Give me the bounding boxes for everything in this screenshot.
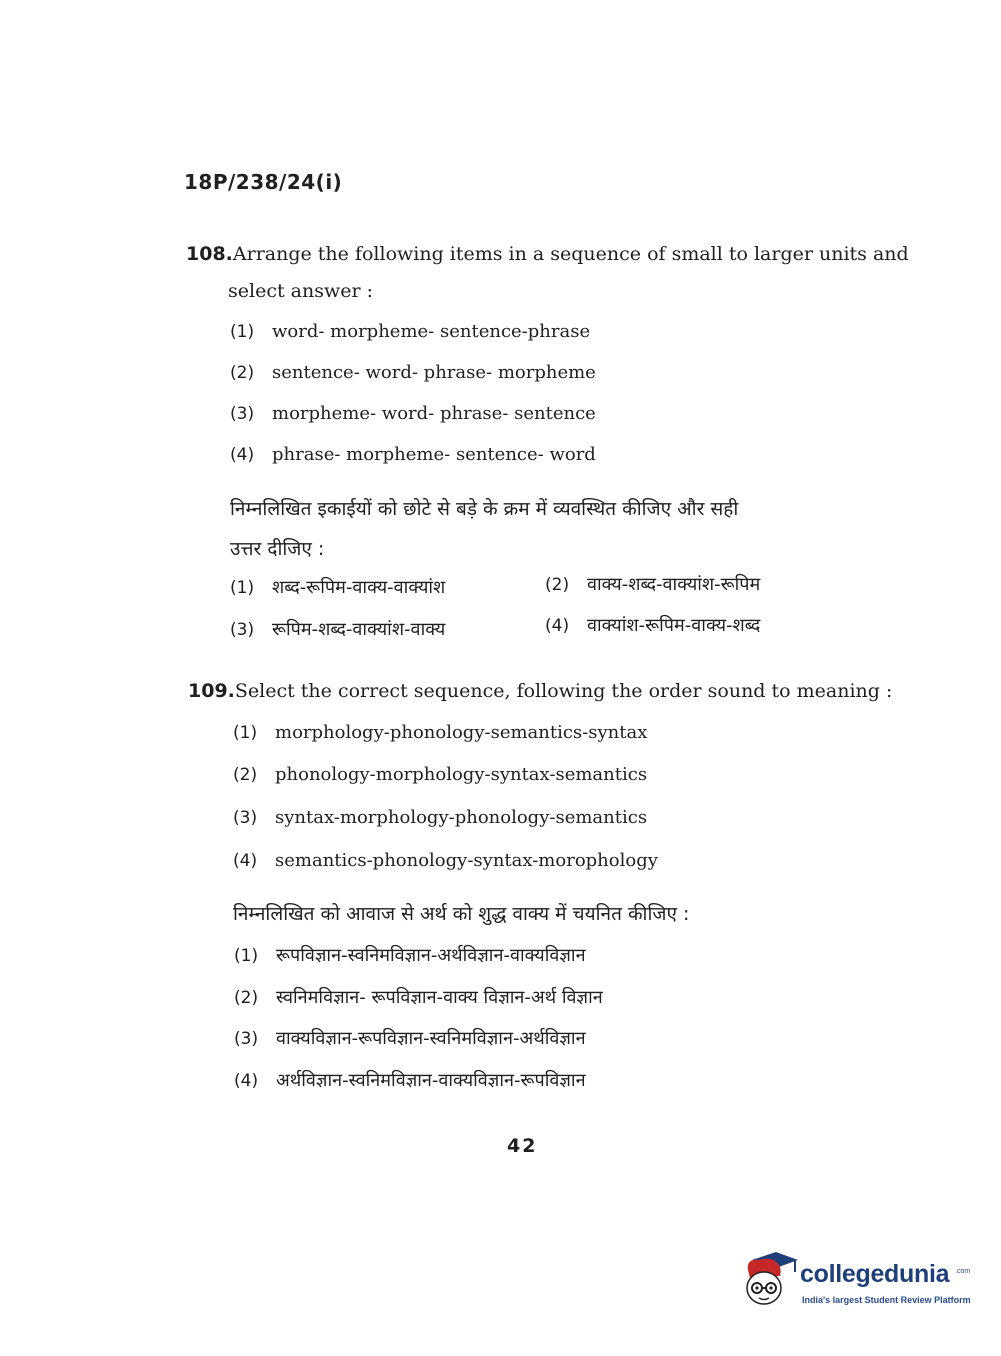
option-text: वाक्यविज्ञान-रूपविज्ञान-स्वनिमविज्ञान-अर्थविज्ञान (276, 1028, 586, 1049)
hindi-option-109-2 (234, 985, 603, 1009)
option-text: वाक्यांश-रूपिम-वाक्य-शब्द (587, 615, 761, 636)
option-text: word- morpheme- sentence-phrase (272, 321, 591, 342)
logo-wordmark: collegedunia (800, 1260, 950, 1288)
option-number: (3) (234, 1029, 259, 1049)
option-number: (4) (234, 1071, 259, 1091)
hindi-option-109-3 (234, 1026, 586, 1050)
option-number: (3) (230, 404, 255, 424)
option-text: morpheme- word- phrase- sentence (272, 403, 596, 424)
option-text: syntax-morphology-phonology-semantics (275, 807, 648, 828)
question-108-line2: select answer : (228, 280, 373, 302)
option-text: शब्द-रूपिम-वाक्य-वाक्यांश (272, 577, 446, 598)
paper-code: 18P/238/24(i) (184, 170, 343, 194)
question-number: 108. (186, 243, 233, 265)
option-number: (1) (230, 322, 255, 342)
option-number: (2) (233, 765, 258, 785)
option-text: morphology-phonology-semantics-syntax (275, 722, 648, 743)
question-109-line1 (188, 680, 892, 702)
option-number: (3) (233, 808, 258, 828)
option-109-3 (233, 807, 647, 828)
option-text: semantics-phonology-syntax-morophology (275, 850, 658, 871)
option-text: phonology-morphology-syntax-semantics (275, 764, 648, 785)
student-mascot-icon (742, 1250, 800, 1310)
hindi-option-109-1 (234, 943, 586, 967)
option-108-3 (230, 403, 596, 424)
hindi-question-108-line2: उत्तर दीजिए : (230, 538, 325, 560)
option-108-2 (230, 362, 596, 383)
option-text: sentence- word- phrase- morpheme (272, 362, 596, 383)
option-text: रूपिम-शब्द-वाक्यांश-वाक्य (272, 619, 446, 640)
option-text: अर्थविज्ञान-स्वनिमविज्ञान-वाक्यविज्ञान-रूपविज्ञान (276, 1070, 586, 1091)
question-108-line1 (186, 243, 909, 265)
option-number: (1) (230, 578, 255, 598)
logo-tagline: India's largest Student Review Platform (802, 1295, 971, 1305)
option-109-2 (233, 764, 647, 785)
option-number: (1) (233, 723, 258, 743)
question-text: Arrange the following items in a sequence of small to larger units and (232, 243, 909, 265)
page-number: 42 (507, 1135, 538, 1157)
option-number: (4) (233, 851, 258, 871)
question-number: 109. (188, 680, 235, 702)
question-text: Select the correct sequence, following the order sound to meaning : (234, 680, 893, 702)
option-number: (2) (230, 363, 255, 383)
option-109-4 (233, 850, 658, 871)
hindi-option-109-4 (234, 1068, 586, 1092)
hindi-option-108-2 (545, 572, 760, 596)
option-109-1 (233, 722, 647, 743)
option-text: वाक्य-शब्द-वाक्यांश-रूपिम (587, 574, 761, 595)
option-number: (3) (230, 620, 255, 640)
hindi-option-108-4 (545, 613, 760, 637)
option-text: स्वनिमविज्ञान- रूपविज्ञान-वाक्य विज्ञान-अर्थ विज्ञान (276, 987, 603, 1008)
option-number: (2) (545, 575, 570, 595)
logo-suffix: .com (955, 1268, 971, 1275)
option-108-4 (230, 444, 596, 465)
option-number: (2) (234, 988, 259, 1008)
hindi-option-108-3 (230, 617, 445, 641)
option-108-1 (230, 321, 590, 342)
hindi-question-108-line1: निम्नलिखित इकाईयों को छोटे से बड़े के क्रम में व्यवस्थित कीजिए और सही (230, 498, 739, 520)
option-number: (4) (230, 445, 255, 465)
hindi-question-109-line1: निम्नलिखित को आवाज से अर्थ को शुद्ध वाक्य में चयनित कीजिए : (233, 903, 690, 925)
option-text: रूपविज्ञान-स्वनिमविज्ञान-अर्थविज्ञान-वाक्यविज्ञान (276, 945, 586, 966)
option-text: phrase- morpheme- sentence- word (272, 444, 596, 465)
option-number: (1) (234, 946, 259, 966)
hindi-option-108-1 (230, 575, 445, 599)
collegedunia-logo (742, 1250, 972, 1320)
option-number: (4) (545, 616, 570, 636)
